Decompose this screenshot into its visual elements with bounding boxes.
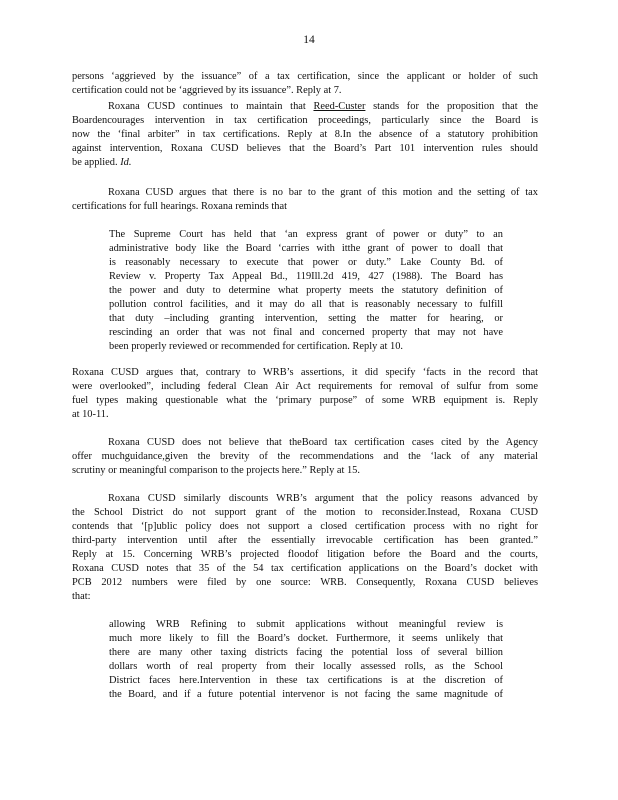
text-line: certification could not be ‘aggrieved by its issuance”. Reply at 7. [72,85,342,96]
text-line: third-party intervention until after the essentially irrevocable certification has been granted.” [72,535,538,546]
quote-line: The Supreme Court has held that ‘an express grant of power or duty” to an [109,229,503,240]
text-line: Roxana CUSD similarly discounts WRB’s argument that the policy reasons advanced by [108,493,538,504]
text-line: Reply at 15. Concerning WRB’s projected floodof litigation before the Board and the courts, [72,549,538,560]
quote-line: administrative body like the Board ‘carries with itthe grant of power to doall that [109,243,503,254]
quote-line: been properly reviewed or recommended for certification. Reply at 10. [109,341,403,352]
text-line: Roxana CUSD argues that there is no bar to the grant of this motion and the setting of tax [108,187,538,198]
quote-line: rescinding an order that was not final and concerned property that may not have [109,327,503,338]
page-number: 14 [303,34,315,46]
text-line: Roxana CUSD argues that, contrary to WRB’s assertions, it did specify ‘facts in the record that [72,367,538,378]
text-line: PCB 2012 numbers were filed by one source: WRB. Consequently, Roxana CUSD believes [72,577,538,588]
quote-line: the power and duty to determine what property meets the statutory definition of [109,285,503,296]
text-line: against intervention, Roxana CUSD believes that the Board’s Part 101 intervention rules should [72,143,538,154]
quote-line: pollution control facilities, and it may do all that is reasonably necessary to fulfill [109,299,503,310]
text-line: Boardencourages intervention in tax certification proceedings, particularly since the Board is [72,115,538,126]
text-line: Roxana CUSD notes that 35 of the 54 tax certification applications on the Board’s docket with [72,563,538,574]
quote-line: is reasonably necessary to execute that power or duty.” Lake County Bd. of [109,257,503,268]
quote-line: allowing WRB Refining to submit applications without meaningful review is [109,619,503,630]
id-citation: Id. [120,157,132,168]
text-line: contends that ‘[p]ublic policy does not support a closed certification process with no right for [72,521,538,532]
quote-line: there are many other taxing districts facing the potential loss of several billion [109,647,503,658]
text-line: that: [72,591,91,602]
quote-line: the Board, and if a future potential intervenor is not facing the same magnitude of [109,689,503,700]
quote-line: Review v. Property Tax Appeal Bd., 119Ill.2d 419, 427 (1988). The Board has [109,271,503,282]
text-line: scrutiny or meaningful comparison to the projects here.” Reply at 15. [72,465,360,476]
text-line: persons ‘aggrieved by the issuance” of a tax certification, since the applicant or holder of such [72,71,538,82]
text-line: Roxana CUSD continues to maintain that Reed-Custer stands for the proposition that the [108,101,538,112]
text-line: at 10-11. [72,409,109,420]
quote-line: dollars worth of real property from their locally assessed rolls, as the School [109,661,503,672]
case-name-link: Reed-Custer [313,101,366,112]
quote-line: District faces here.Intervention in these tax certifications is at the discretion of [109,675,503,686]
text-line: fuel types making questionable what the ‘primary purpose” of some WRB equipment is. Reply [72,395,538,406]
text-line: be applied. Id. [72,157,132,168]
text-line: now the ‘final arbiter” in tax certifications. Reply at 8.In the absence of a statutory prohibition [72,129,538,140]
text-line: the School District do not support grant of the motion to reconsider.Instead, Roxana CUSD [72,507,538,518]
text-line: certifications for full hearings. Roxana reminds that [72,201,287,212]
text-line: offer muchguidance,given the brevity of the recommendations and the ‘lack of any material [72,451,538,462]
text-line: were overlooked”, including federal Clean Air Act requirements for removal of sulfur from some [72,381,538,392]
quote-line: much more likely to fill the Board’s docket. Furthermore, it seems unlikely that [109,633,503,644]
text-line: Roxana CUSD does not believe that theBoard tax certification cases cited by the Agency [108,437,538,448]
quote-line: that duty –including granting intervention, setting the matter for hearing, or [109,313,503,324]
